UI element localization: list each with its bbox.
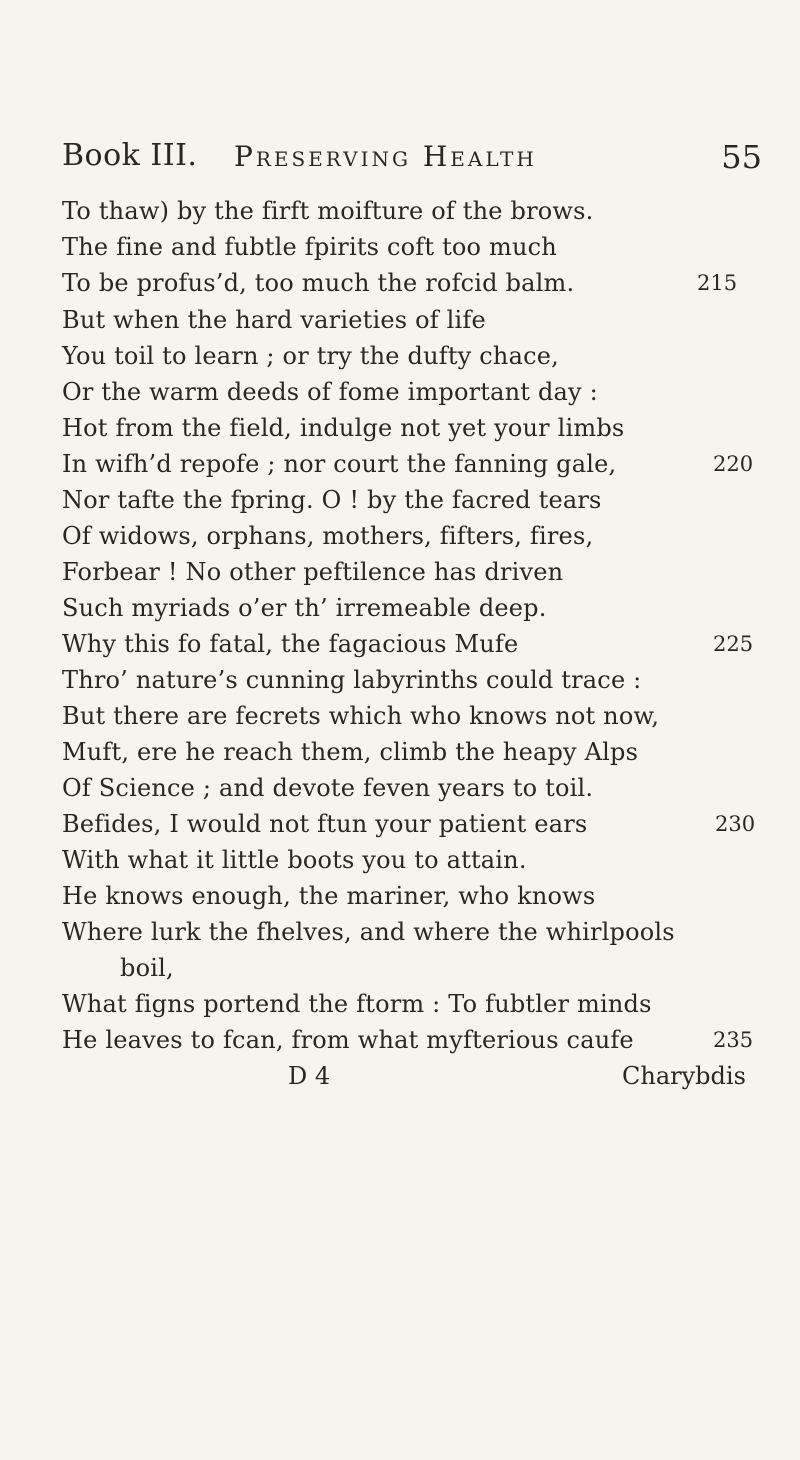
line-number: 215 [697, 271, 738, 295]
catchword: Charybdis [622, 1062, 746, 1090]
verse-line: You toil to learn ; or try the dufty chace, [62, 342, 559, 370]
line-number: 235 [713, 1028, 754, 1052]
signature-mark: D 4 [288, 1062, 331, 1090]
verse-line: Forbear ! No other peftilence has driven [62, 558, 564, 586]
verse-line: He knows enough, the mariner, who knows [62, 882, 596, 910]
verse-line: Thro’ nature’s cunning labyrinths could trace : [62, 666, 642, 694]
verse-line: Nor tafte the fpring. O ! by the facred tears [62, 486, 602, 514]
verse-line: Such myriads o’er th’ irremeable deep. [62, 594, 547, 622]
verse-line: Of widows, orphans, mothers, fifters, fires, [62, 522, 594, 550]
verse-line: But there are fecrets which who knows not now, [62, 702, 660, 730]
verse-line: Where lurk the fhelves, and where the whirlpools [62, 918, 675, 946]
verse-line: But when the hard varieties of life [62, 306, 486, 334]
verse-line: What figns portend the ftorm : To fubtler minds [62, 990, 652, 1018]
verse-line: In wifh’d repofe ; nor court the fanning gale, [62, 450, 617, 478]
verse-line: Why this fo fatal, the fagacious Mufe [62, 630, 519, 658]
line-number: 230 [715, 812, 756, 836]
header-title: Preserving Health [234, 140, 537, 173]
verse-line: With what it little boots you to attain. [62, 846, 527, 874]
page-number: 55 [721, 138, 762, 176]
verse-line: Muft, ere he reach them, climb the heapy Alps [62, 738, 639, 766]
verse-line: To thaw) by the firft moifture of the brows. [62, 197, 594, 225]
verse-line: Of Science ; and devote feven years to toil. [62, 774, 594, 802]
verse-line: He leaves to fcan, from what myfterious caufe [62, 1026, 634, 1054]
verse-line: Or the warm deeds of fome important day : [62, 378, 598, 406]
line-number: 220 [713, 452, 754, 476]
verse-line: To be profus’d, too much the rofcid balm. [62, 269, 575, 297]
verse-line: Befides, I would not ftun your patient ears [62, 810, 588, 838]
verse-line: Hot from the field, indulge not yet your limbs [62, 414, 625, 442]
header-book: Book III. [62, 138, 198, 173]
running-header [62, 138, 762, 188]
verse-line: The fine and fubtle fpirits coft too much [62, 233, 557, 261]
verse-line-continuation: boil, [120, 954, 174, 982]
line-number: 225 [713, 632, 754, 656]
